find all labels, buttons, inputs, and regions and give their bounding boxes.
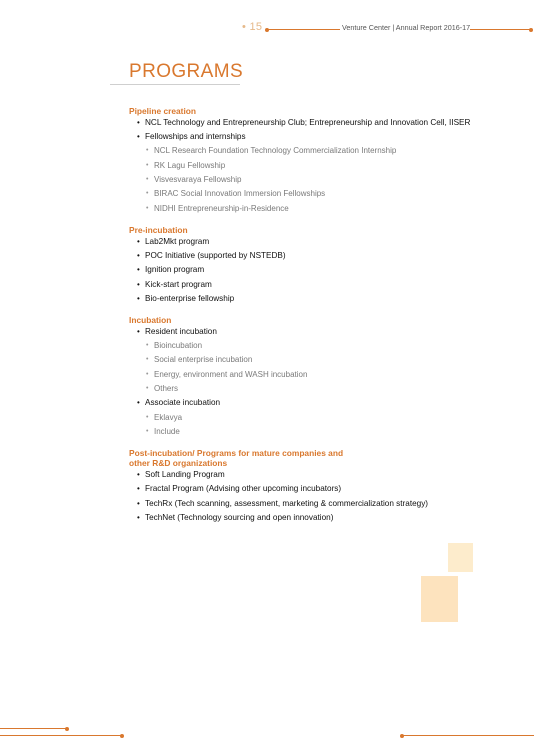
bullet-icon: •: [137, 498, 140, 508]
page-number-dot: •: [242, 21, 247, 33]
bullet-icon: •: [137, 512, 140, 522]
decorative-square-small: [448, 543, 473, 572]
bullet-icon: •: [137, 484, 140, 494]
bullet-icon: •: [137, 236, 140, 246]
list-item: [129, 292, 509, 306]
list-item-label: Bio-enterprise fellowship: [145, 293, 235, 303]
section-heading: Pipeline creation: [129, 106, 197, 116]
list-item-label: Associate incubation: [145, 398, 221, 408]
bullet-icon: •: [137, 118, 140, 127]
sub-list-item-label: Others: [154, 384, 179, 393]
list-item-label: Soft Landing Program: [145, 470, 225, 480]
sub-list-item: [129, 382, 509, 396]
bullet-icon: •: [146, 204, 149, 212]
list-item: [129, 482, 509, 496]
page-title: PROGRAMS: [129, 61, 244, 82]
footer-rule-right: [402, 735, 534, 736]
list-item: [129, 235, 509, 249]
bullet-icon: •: [137, 265, 140, 275]
list-item-label: NCL Technology and Entrepreneurship Club; Entrepreneurship and Innovation Cell, IISER: [145, 118, 471, 127]
page-number: [242, 21, 262, 33]
sub-list-item: [129, 339, 509, 353]
list-item: [129, 325, 509, 339]
footer-rule-left-bottom: [0, 735, 122, 736]
list-item: [129, 278, 509, 292]
list-item: [129, 396, 509, 410]
list-item-label: Lab2Mkt program: [145, 236, 210, 246]
header-rule-right: [470, 29, 532, 30]
sub-list-item-label: Eklavya: [154, 412, 183, 422]
report-title: Venture Center | Annual Report 2016-17: [342, 23, 471, 32]
bullet-icon: •: [146, 427, 149, 435]
list-item: [129, 511, 509, 525]
bullet-icon: •: [137, 132, 140, 142]
list-item-label: Ignition program: [145, 265, 205, 275]
header-rule-left-dot: [265, 28, 269, 32]
section-pre-incubation: [129, 225, 509, 306]
bullet-icon: •: [146, 356, 149, 364]
sub-list-item: [129, 159, 509, 173]
list-item: [129, 263, 509, 277]
page-number-value: 15: [249, 21, 263, 33]
bullet-icon: •: [137, 251, 140, 261]
bullet-icon: •: [137, 326, 140, 336]
sub-list-item: [129, 202, 509, 216]
bullet-icon: •: [146, 161, 149, 169]
bullet-icon: •: [137, 470, 140, 480]
section-heading: Pre-incubation: [129, 224, 188, 235]
list-item-label: Fellowships and internships: [145, 132, 246, 142]
list-item-label: Resident incubation: [145, 326, 217, 336]
list-item: [129, 468, 509, 482]
list-item: [129, 116, 509, 130]
sub-list-item: [129, 187, 509, 201]
sub-list-item-label: RK Lagu Fellowship: [154, 160, 226, 170]
sub-list-item-label: NCL Research Foundation Technology Commercialization Internship: [154, 146, 397, 156]
sub-list-item-label: Bioincubation: [154, 341, 203, 351]
list-item: [129, 249, 509, 263]
header-rule-right-dot: [529, 28, 533, 32]
bullet-icon: •: [146, 147, 149, 155]
sub-list-item: [129, 144, 509, 158]
sub-list-item: [129, 411, 509, 425]
sub-list-item: [129, 425, 509, 439]
list-item-label: TechNet (Technology sourcing and open innovation): [145, 512, 334, 522]
sub-list-item-label: NIDHI Entrepreneurship-in-Residence: [154, 203, 289, 213]
bullet-icon: •: [146, 190, 149, 198]
footer-rule-left-bottom-dot: [120, 734, 124, 738]
sub-list-item-label: Social enterprise incubation: [154, 355, 253, 365]
bullet-icon: •: [146, 385, 149, 392]
decorative-square-large: [421, 576, 458, 622]
footer-rule-left-top: [0, 728, 67, 729]
sub-list-item: [129, 173, 509, 187]
list-item-label: POC Initiative (supported by NSTEDB): [145, 251, 286, 261]
sub-list-item-label: Visvesvaraya Fellowship: [154, 175, 242, 184]
header-rule-left: [266, 29, 340, 30]
bullet-icon: •: [146, 370, 149, 378]
sub-list-item-label: Energy, environment and WASH incubation: [154, 369, 308, 379]
footer-rule-left-dot: [65, 727, 69, 731]
section-heading: Incubation: [129, 314, 172, 325]
list-item-label: TechRx (Tech scanning, assessment, marketing & commercialization strategy): [145, 498, 429, 508]
sub-list-item: [129, 353, 509, 367]
bullet-icon: •: [137, 293, 140, 303]
section-heading-line: other R&D organizations: [129, 458, 228, 469]
program-content: [129, 106, 509, 534]
bullet-icon: •: [137, 279, 140, 289]
bullet-icon: •: [137, 398, 140, 408]
bullet-icon: •: [146, 413, 149, 421]
list-item-label: Fractal Program (Advising other upcoming incubators): [145, 484, 342, 494]
bullet-icon: •: [146, 176, 149, 183]
list-item: [129, 497, 509, 511]
section-pipeline-creation: [129, 106, 509, 216]
bullet-icon: •: [146, 342, 149, 350]
title-rule: [110, 84, 240, 85]
sub-list-item-label: Include: [154, 426, 180, 436]
section-heading-line: Post-incubation/ Programs for mature companies and: [129, 448, 344, 459]
list-item: [129, 130, 509, 144]
list-item-label: Kick-start program: [145, 279, 212, 289]
sub-list-item-label: BIRAC Social Innovation Immersion Fellowships: [154, 189, 326, 199]
sub-list-item: [129, 368, 509, 382]
section-post-incubation: [129, 448, 509, 525]
section-heading: [129, 448, 509, 468]
footer-rule-right-dot: [400, 734, 404, 738]
section-incubation: [129, 315, 509, 439]
